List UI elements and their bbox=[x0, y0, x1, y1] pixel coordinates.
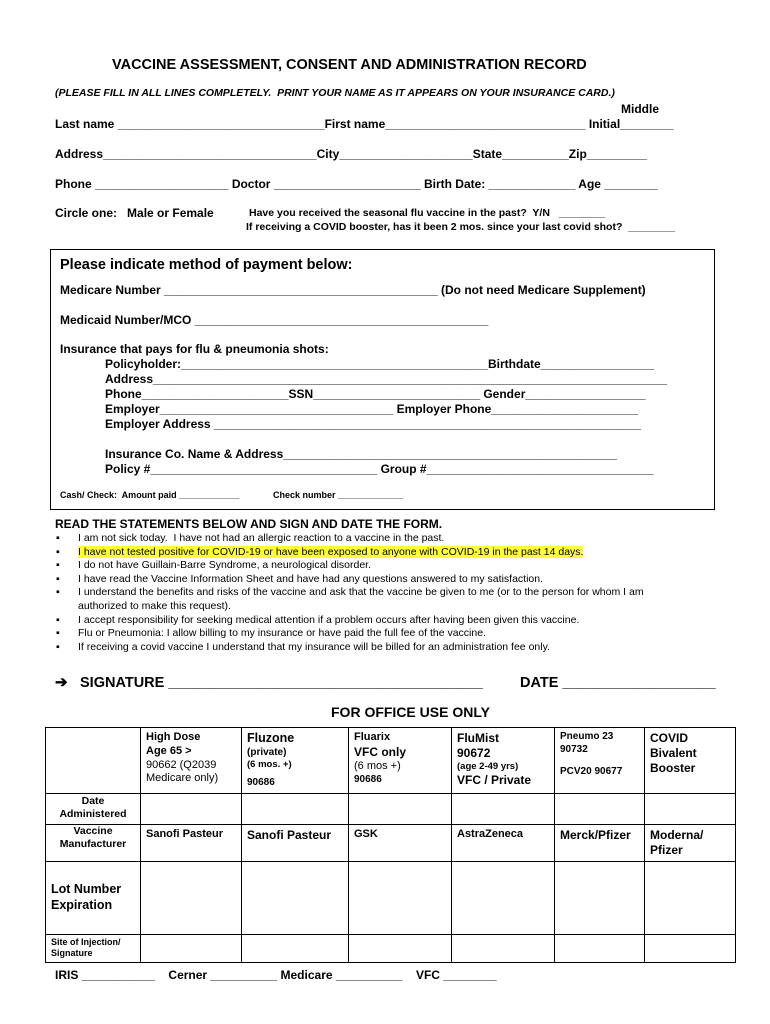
table-cell[interactable] bbox=[242, 793, 349, 824]
statement-item: ▪ I do not have Guillain-Barre Syndrome, a neurological disorder. bbox=[56, 559, 371, 572]
manufacturer-cell: Sanofi Pasteur bbox=[242, 824, 349, 861]
phone-doctor-birth-line[interactable]: Phone ____________________ Doctor ______________________ Birth Date: _____________ Age ________ bbox=[55, 177, 658, 191]
statement-item: ▪ I accept responsibility for seeking medical attention if a problem occurs after having been given this vaccine. bbox=[56, 613, 580, 626]
insurance-heading: Insurance that pays for flu & pneumonia shots: bbox=[60, 342, 329, 356]
medicare-number-field[interactable]: Medicare Number _________________________________________ (Do not need Medicare Supplement) bbox=[60, 283, 646, 297]
office-use-table bbox=[45, 727, 736, 963]
table-cell[interactable] bbox=[452, 793, 555, 824]
pneumo-header: Pneumo 23 90732 PCV20 90677 bbox=[555, 728, 645, 794]
name-line[interactable]: Last name _______________________________First name______________________________ Initial________ bbox=[55, 117, 674, 131]
bullet-icon: ▪ bbox=[56, 586, 60, 599]
fluarix-header: Fluarix VFC only (6 mos +) 90686 bbox=[349, 728, 452, 794]
table-cell[interactable] bbox=[555, 861, 645, 934]
manufacturer-cell: Merck/Pfizer bbox=[555, 824, 645, 861]
table-cell[interactable] bbox=[452, 861, 555, 934]
statement-item: ▪ If receiving a covid vaccine I understand that my insurance will be billed for an administration fee only. bbox=[56, 640, 550, 653]
form-title: VACCINE ASSESSMENT, CONSENT AND ADMINISTRATION RECORD bbox=[112, 57, 587, 73]
table-cell[interactable] bbox=[555, 793, 645, 824]
office-footer-fields[interactable]: IRIS ___________ Cerner __________ Medicare __________ VFC ________ bbox=[55, 968, 497, 982]
policyholder-address-field[interactable]: Address_____________________________________________________________________________ bbox=[105, 372, 667, 386]
table-cell[interactable] bbox=[349, 934, 452, 963]
vaccine-header-row bbox=[46, 728, 736, 794]
manufacturer-row bbox=[46, 824, 736, 861]
table-cell[interactable] bbox=[242, 861, 349, 934]
empty-corner-cell bbox=[46, 728, 141, 794]
employer-field[interactable]: Employer___________________________________ Employer Phone______________________ bbox=[105, 402, 639, 416]
table-cell[interactable] bbox=[452, 934, 555, 963]
middle-label: Middle bbox=[621, 102, 659, 116]
arrow-icon: ➔ bbox=[55, 674, 68, 691]
table-cell[interactable] bbox=[645, 861, 736, 934]
statement-item: ▪ I understand the benefits and risks of the vaccine and ask that the vaccine be given to me (or to the person for whom I am authorized to make this request). bbox=[56, 586, 644, 612]
date-administered-label: Date Administered bbox=[46, 793, 141, 824]
lot-expiration-row bbox=[46, 861, 736, 934]
table-cell[interactable] bbox=[349, 793, 452, 824]
flu-past-question[interactable]: Have you received the seasonal flu vaccine in the past? Y/N ________ bbox=[249, 207, 606, 219]
bullet-icon: ▪ bbox=[56, 640, 60, 653]
statements-heading: READ THE STATEMENTS BELOW AND SIGN AND DATE THE FORM. bbox=[55, 517, 443, 531]
site-signature-row bbox=[46, 934, 736, 963]
statements-list bbox=[56, 532, 644, 654]
table-cell[interactable] bbox=[645, 934, 736, 963]
payment-heading: Please indicate method of payment below: bbox=[60, 257, 353, 273]
policy-group-field[interactable]: Policy #__________________________________ Group #__________________________________ bbox=[105, 462, 654, 476]
bullet-icon: ▪ bbox=[56, 613, 60, 626]
medicaid-number-field[interactable]: Medicaid Number/MCO ____________________________________________ bbox=[60, 313, 489, 327]
date-field[interactable]: DATE ___________________ bbox=[520, 675, 716, 691]
signature-field[interactable]: SIGNATURE _______________________________________ bbox=[80, 675, 483, 691]
statement-item: ▪ Flu or Pneumonia: I allow billing to my insurance or have paid the full fee of the vaccine. bbox=[56, 627, 486, 640]
bullet-icon: ▪ bbox=[56, 627, 60, 640]
manufacturer-label: Vaccine Manufacturer bbox=[46, 824, 141, 861]
manufacturer-cell: GSK bbox=[349, 824, 452, 861]
bullet-icon: ▪ bbox=[56, 532, 60, 544]
address-line[interactable]: Address________________________________City____________________State__________Zip_________ bbox=[55, 147, 647, 161]
site-signature-label: Site of Injection/ Signature bbox=[46, 934, 141, 963]
table-cell[interactable] bbox=[645, 793, 736, 824]
bullet-icon: ▪ bbox=[56, 545, 60, 558]
manufacturer-cell: Sanofi Pasteur bbox=[141, 824, 242, 861]
policyholder-field[interactable]: Policyholder:______________________________________________Birthdate_________________ bbox=[105, 357, 655, 371]
instruction-text: (PLEASE FILL IN ALL LINES COMPLETELY. PRINT YOUR NAME AS IT APPEARS ON YOUR INSURANCE CARD.) bbox=[55, 87, 615, 99]
lot-expiration-label: Lot Number Expiration bbox=[46, 861, 141, 934]
employer-address-field[interactable]: Employer Address ________________________________________________________________ bbox=[105, 417, 642, 431]
highlight-text: I have not tested positive for COVID-19 or have been exposed to anyone with COVID-19 in the past 14 days. bbox=[78, 545, 584, 558]
cash-check-amount-field[interactable]: Cash/ Check: Amount paid ____________ bbox=[60, 490, 240, 500]
office-use-heading: FOR OFFICE USE ONLY bbox=[331, 704, 490, 720]
table-cell[interactable] bbox=[141, 861, 242, 934]
bullet-icon: ▪ bbox=[56, 572, 60, 585]
table-cell[interactable] bbox=[141, 934, 242, 963]
date-administered-row bbox=[46, 793, 736, 824]
flumist-header: FluMist 90672 (age 2-49 yrs) VFC / Private bbox=[452, 728, 555, 794]
high-dose-header: High Dose Age 65 > 90662 (Q2039 Medicare only) bbox=[141, 728, 242, 794]
manufacturer-cell: Moderna/ Pfizer bbox=[645, 824, 736, 861]
statement-item: ▪ I have read the Vaccine Information Sheet and have had any questions answered to my satisfaction. bbox=[56, 572, 544, 585]
statement-item-highlighted bbox=[56, 546, 644, 560]
table-cell[interactable] bbox=[242, 934, 349, 963]
insurance-company-field[interactable]: Insurance Co. Name & Address__________________________________________________ bbox=[105, 447, 617, 461]
gender-circle[interactable]: Circle one: Male or Female bbox=[55, 206, 214, 220]
bullet-icon: ▪ bbox=[56, 559, 60, 572]
manufacturer-cell: AstraZeneca bbox=[452, 824, 555, 861]
fluzone-header: Fluzone (private) (6 mos. +) 90686 bbox=[242, 728, 349, 794]
phone-ssn-gender-field[interactable]: Phone______________________SSN_________________________ Gender__________________ bbox=[105, 387, 646, 401]
table-cell[interactable] bbox=[555, 934, 645, 963]
covid-header: COVID Bivalent Booster bbox=[645, 728, 736, 794]
check-number-field[interactable]: Check number _____________ bbox=[273, 490, 404, 500]
covid-booster-question[interactable]: If receiving a COVID booster, has it been 2 mos. since your last covid shot? ________ bbox=[246, 221, 675, 233]
table-cell[interactable] bbox=[141, 793, 242, 824]
table-cell[interactable] bbox=[349, 861, 452, 934]
statement-item: ▪ I am not sick today. I have not had an allergic reaction to a vaccine in the past. bbox=[56, 532, 445, 544]
